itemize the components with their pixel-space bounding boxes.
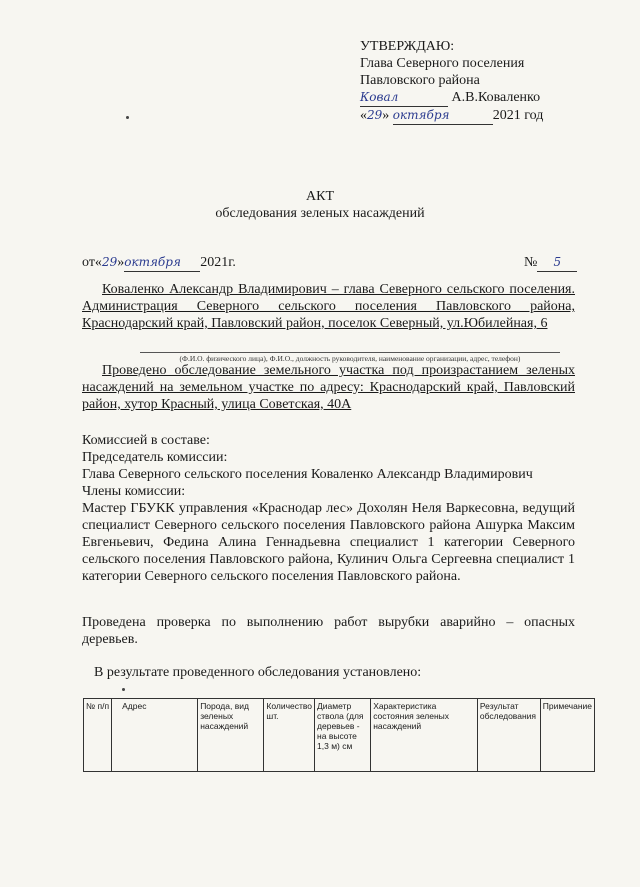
approval-position: Глава Северного поселения <box>360 56 525 71</box>
handwritten-signature: Ковал <box>360 90 399 104</box>
scan-mark-2 <box>122 688 125 691</box>
approval-date-month: октября <box>392 108 450 122</box>
approval-date-year: 2021 год <box>492 108 544 123</box>
act-date-day: 29 <box>101 255 118 269</box>
party-paragraph <box>82 281 575 332</box>
results-table <box>83 698 595 772</box>
approval-signature-row <box>360 89 543 107</box>
approval-date-row: «29» октября 2021 год <box>360 108 544 123</box>
act-date-month: октября <box>124 255 181 269</box>
approval-district: Павловского района <box>360 73 480 88</box>
title-subject: обследования зеленых насаждений <box>215 206 425 221</box>
th-result: Результат обследования <box>477 699 540 772</box>
approval-heading: УТВЕРЖДАЮ: <box>360 39 455 54</box>
approval-signer: А.В.Коваленко <box>451 90 541 105</box>
party-caption: (Ф.И.О. физического лица), Ф.И.О., должность руководителя, наименование организации, адрес, телефон) <box>140 352 560 363</box>
document-title <box>0 188 640 222</box>
table-header-row <box>84 699 595 772</box>
th-condition: Характеристика состояния зеленых насаждений <box>371 699 478 772</box>
th-quantity: Количество шт. <box>264 699 315 772</box>
act-number: № 5 <box>524 255 577 272</box>
title-act: АКТ <box>306 189 334 204</box>
act-date: от«29»октября 2021г. <box>82 255 236 270</box>
members-list: Мастер ГБУКК управления «Краснодар лес» Дохолян Неля Варкесовна, ведущий специалист Северного сельского поселения Павловского района Ашурка Максим Евгеньевич, Федина Алина Геннадьевна специалист 1 категории Северного сельского поселения Павловского района, Кулинич Ольга Сергеевна специалист 1 категории Северного сельского поселения Павловского района. <box>82 501 575 584</box>
act-number-value: 5 <box>553 255 562 269</box>
check-paragraph: Проведена проверка по выполнению работ вырубки аварийно – опасных деревьев. <box>82 615 575 647</box>
approval-block <box>360 38 543 125</box>
approval-date-day: 29 <box>367 108 383 122</box>
result-line: В результате проведенного обследования установлено: <box>94 665 422 680</box>
commission-heading: Комиссией в составе: <box>82 433 210 448</box>
th-address: Адрес <box>112 699 198 772</box>
commission-block <box>82 432 575 585</box>
signature-line <box>360 89 448 107</box>
th-species: Порода, вид зеленых насаждений <box>198 699 264 772</box>
party-text: Коваленко Александр Владимирович – глава Северного сельского поселения. Администрация Северного сельского поселения Павловского района, Краснодарский край, Павловский район, поселок Северный, ул.Юбилейная, 6 <box>82 282 575 331</box>
members-label: Члены комиссии: <box>82 484 186 499</box>
inspection-paragraph <box>82 362 575 413</box>
inspection-text: Проведено обследование земельного участка под произрастанием зеленых насаждений на земельном участке по адресу: Краснодарский край, Павловский район, хутор Красный, улица Советская, 40А <box>82 363 575 412</box>
act-date-year: 2021г. <box>200 255 236 270</box>
th-number: № п/п <box>84 699 112 772</box>
chair-label: Председатель комиссии: <box>82 450 228 465</box>
th-note: Примечание <box>540 699 594 772</box>
chair-name: Глава Северного сельского поселения Коваленко Александр Владимирович <box>82 467 533 482</box>
scan-mark <box>126 116 129 119</box>
th-diameter: Диаметр ствола (для деревьев - на высоте 1,3 м) см <box>315 699 371 772</box>
